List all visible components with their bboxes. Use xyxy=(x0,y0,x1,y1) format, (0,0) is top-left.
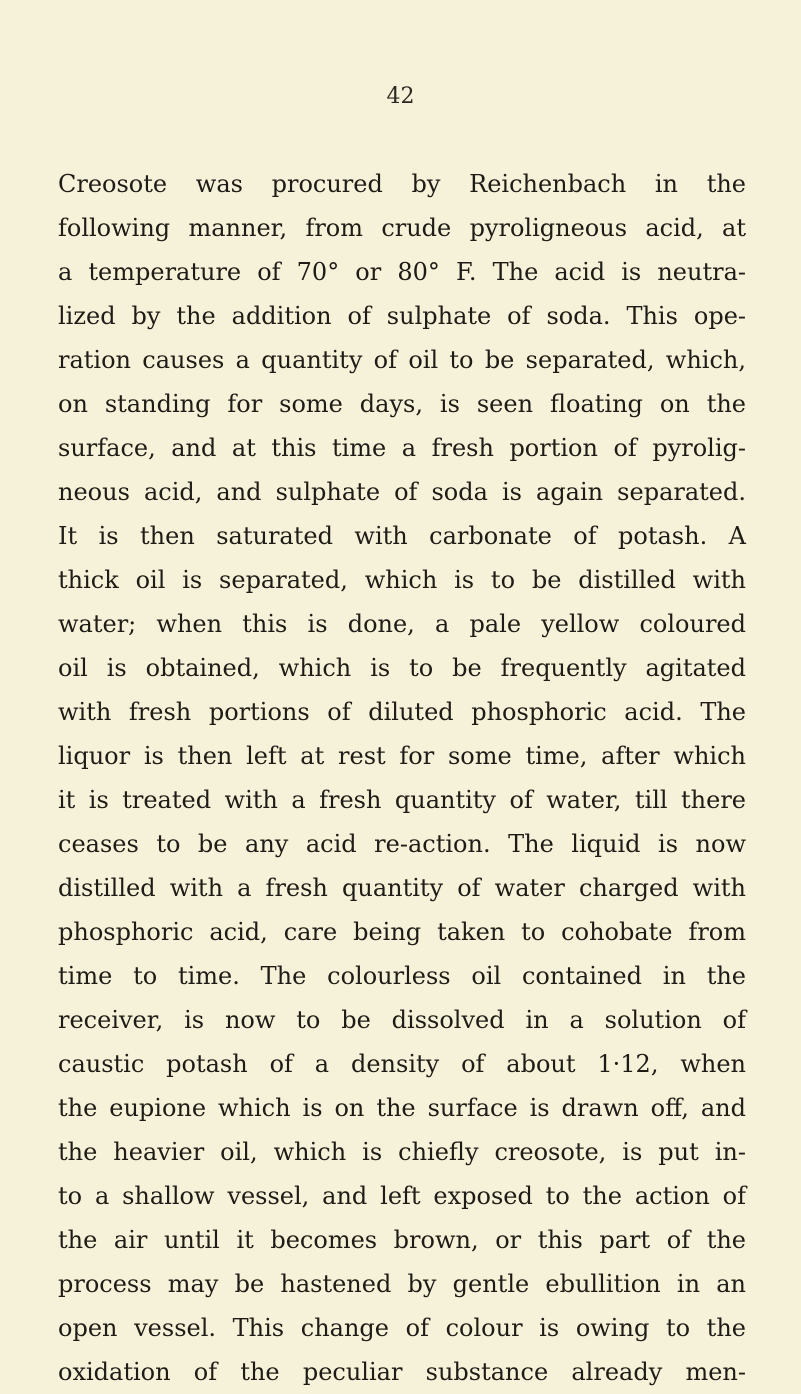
page-number: 42 xyxy=(386,84,415,109)
text-line: neous acid, and sulphate of soda is again separated. xyxy=(58,478,746,506)
text-line: process may be hastened by gentle ebullition in an xyxy=(58,1270,746,1298)
text-line: the heavier oil, which is chiefly creosote, is put in- xyxy=(58,1138,746,1166)
text-line: the air until it becomes brown, or this part of the xyxy=(58,1226,746,1254)
text-line: with fresh portions of diluted phosphoric acid. The xyxy=(58,698,746,726)
text-line: Creosote was procured by Reichenbach in the xyxy=(58,170,746,198)
text-line: liquor is then left at rest for some time, after which xyxy=(58,742,746,770)
text-line: water; when this is done, a pale yellow coloured xyxy=(58,610,746,638)
text-line: ration causes a quantity of oil to be separated, which, xyxy=(58,346,746,374)
text-line: oil is obtained, which is to be frequently agitated xyxy=(58,654,746,682)
text-line: lized by the addition of sulphate of soda. This ope- xyxy=(58,302,746,330)
body-text xyxy=(58,162,746,1394)
text-line: it is treated with a fresh quantity of water, till there xyxy=(58,786,746,814)
text-line: oxidation of the peculiar substance already men- xyxy=(58,1358,746,1386)
text-line: following manner, from crude pyroligneous acid, at xyxy=(58,214,746,242)
text-line: phosphoric acid, care being taken to cohobate from xyxy=(58,918,746,946)
text-line: open vessel. This change of colour is owing to the xyxy=(58,1314,746,1342)
text-line: time to time. The colourless oil contained in the xyxy=(58,962,746,990)
text-line: ceases to be any acid re-action. The liquid is now xyxy=(58,830,746,858)
text-line: the eupione which is on the surface is drawn off, and xyxy=(58,1094,746,1122)
text-line: to a shallow vessel, and left exposed to the action of xyxy=(58,1182,746,1210)
text-line: It is then saturated with carbonate of potash. A xyxy=(58,522,746,550)
text-line: thick oil is separated, which is to be distilled with xyxy=(58,566,746,594)
text-line: a temperature of 70° or 80° F. The acid is neutra- xyxy=(58,258,746,286)
text-line: caustic potash of a density of about 1·12, when xyxy=(58,1050,746,1078)
text-line: distilled with a fresh quantity of water charged with xyxy=(58,874,746,902)
text-line: receiver, is now to be dissolved in a solution of xyxy=(58,1006,746,1034)
text-line: surface, and at this time a fresh portion of pyrolig- xyxy=(58,434,746,462)
text-line: on standing for some days, is seen floating on the xyxy=(58,390,746,418)
